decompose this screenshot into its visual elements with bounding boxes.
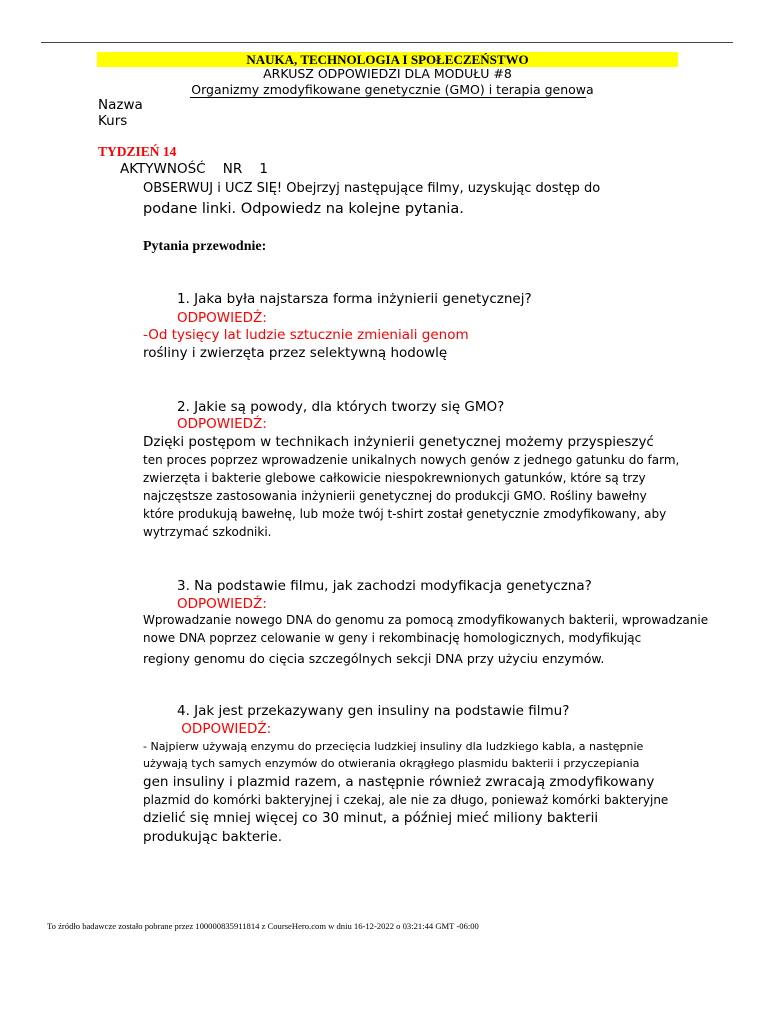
question-2: 2. Jakie są powody, dla których tworzy się GMO? <box>177 399 505 415</box>
answer-4-line-5: dzielić się mniej więcej co 30 minut, a później mieć miliony bakterii <box>143 810 599 826</box>
answer-2-line-1: Dzięki postępom w technikach inżynierii genetycznej możemy przyspieszyć <box>143 434 654 450</box>
answer-2-line-2: ten proces poprzez wprowadzenie unikalnych nowych genów z jednego gatunku do farm, <box>143 453 680 467</box>
answer-1-line-2: rośliny i zwierzęta przez selektywną hodowlę <box>143 345 448 361</box>
question-4: 4. Jak jest przekazywany gen insuliny na podstawie filmu? <box>177 703 570 719</box>
answer-3-line-1: Wprowadzanie nowego DNA do genomu za pomocą zmodyfikowanych bakterii, wprowadzanie <box>143 613 709 627</box>
answer-2-line-4: najczęstsze zastosowania inżynierii genetycznej do produkcji GMO. Rośliny bawełny <box>143 489 647 503</box>
answer-label-3: ODPOWIEDŹ: <box>177 596 267 612</box>
answer-3-line-2: nowe DNA poprzez celowanie w geny i rekombinację homologicznych, modyfikując <box>143 631 642 645</box>
answer-3-line-3: regiony genomu do cięcia szczególnych sekcji DNA przy użyciu enzymów. <box>143 651 605 666</box>
answer-4-line-3: gen insuliny i plazmid razem, a następnie również zwracają zmodyfikowany <box>143 774 655 790</box>
intro-line-2: podane linki. Odpowiedz na kolejne pytania. <box>143 201 464 217</box>
question-3: 3. Na podstawie filmu, jak zachodzi modyfikacja genetyczna? <box>177 578 592 594</box>
answer-4-line-1: - Najpierw używają enzymu do przecięcia ludzkiej insuliny dla ludzkiego kabla, a następnie <box>143 740 644 753</box>
top-rule <box>41 42 733 43</box>
week-heading: TYDZIEŃ 14 <box>98 144 177 159</box>
name-label: Nazwa <box>98 97 143 113</box>
answer-1-line-1: -Od tysięcy lat ludzie sztucznie zmieniali genom <box>143 327 469 343</box>
course-label: Kurs <box>98 113 128 129</box>
document-topic: Organizmy zmodyfikowane genetycznie (GMO) i terapia genowa <box>191 82 594 97</box>
answer-4-line-6: produkując bakterie. <box>143 829 283 845</box>
activity-heading: AKTYWNOŚĆ NR 1 <box>120 161 268 177</box>
answer-2-line-6: wytrzymać szkodniki. <box>143 525 272 539</box>
answer-2-line-5: które produkują bawełnę, lub może twój t-shirt został genetycznie zmodyfikowany, aby <box>143 507 667 521</box>
question-1: 1. Jaka była najstarsza forma inżynierii genetycznej? <box>177 291 532 307</box>
document-subtitle: ARKUSZ ODPOWIEDZI DLA MODUŁU #8 <box>263 66 512 81</box>
answer-label-1: ODPOWIEDŹ: <box>177 310 267 326</box>
answer-label-2: ODPOWIEDŹ: <box>177 416 267 432</box>
footer-source-note: To źródło badawcze zostało pobrane przez 100000835911814 z CourseHero.com w dniu 16-12-2022 o 03:21:44 GMT -06:00 <box>47 921 479 931</box>
guiding-questions-heading: Pytania przewodnie: <box>143 239 267 254</box>
answer-4-line-4: plazmid do komórki bakteryjnej i czekaj, ale nie za długo, ponieważ komórki bakteryjne <box>143 793 669 807</box>
answer-label-4: ODPOWIEDŹ: <box>177 721 272 737</box>
intro-line-1: OBSERWUJ i UCZ SIĘ! Obejrzyj następujące filmy, uzyskując dostęp do <box>143 181 601 196</box>
answer-4-line-2: używają tych samych enzymów do otwierania okrągłego plasmidu bakterii i przyczepiania <box>143 757 640 770</box>
answer-2-line-3: zwierzęta i bakterie glebowe całkowicie niespokrewnionych gatunków, które są trzy <box>143 471 646 485</box>
document-title: NAUKA, TECHNOLOGIA I SPOŁECZEŃSTWO <box>246 52 529 67</box>
topic-underline <box>190 97 586 98</box>
